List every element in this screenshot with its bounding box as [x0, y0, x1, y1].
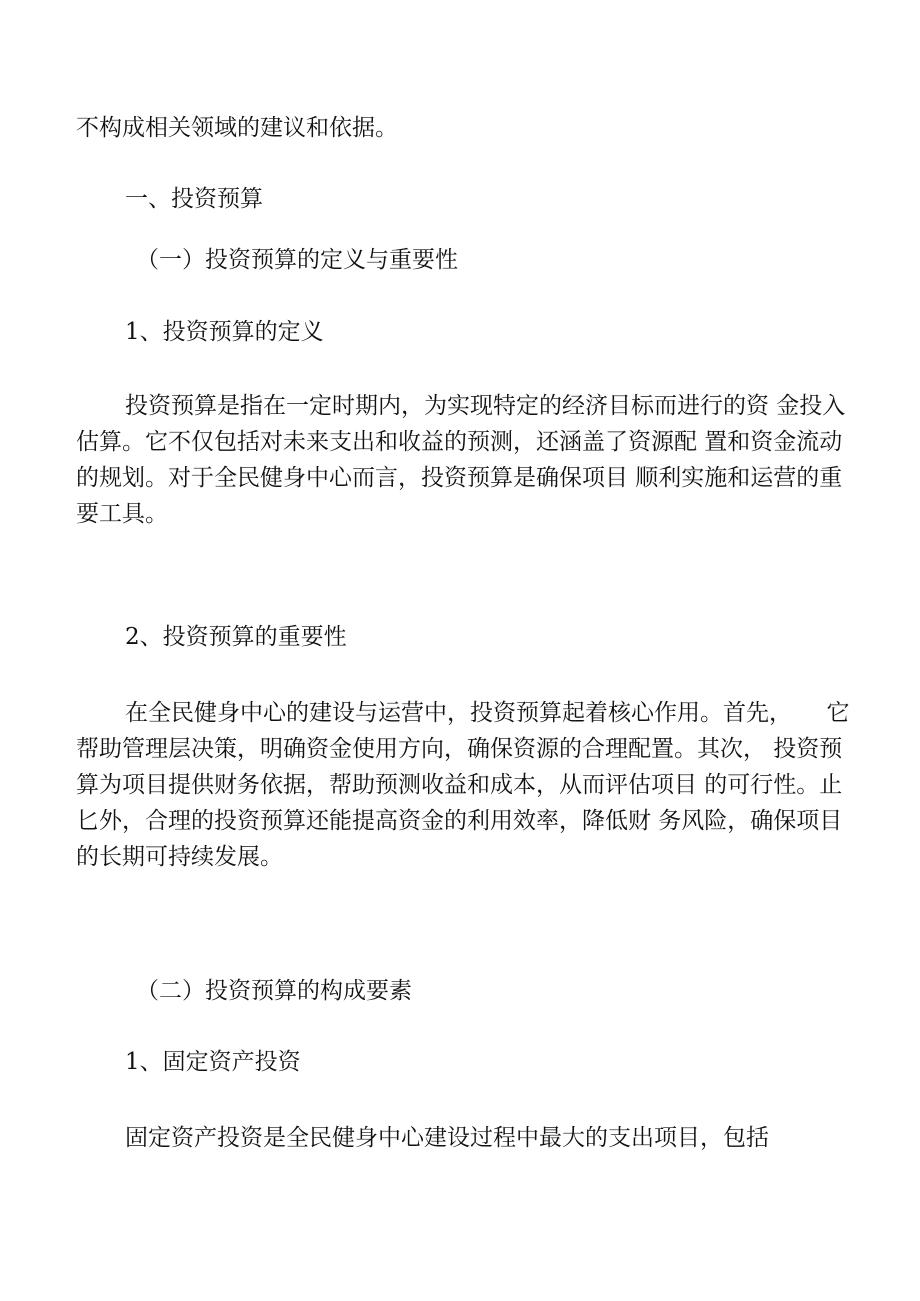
paragraph-definition: [76, 388, 846, 532]
paragraph-line: 投资预算是指在一定时期内，为实现特定的经济目标而进行的资 金投入: [125, 393, 846, 419]
item-heading: 1、固定资产投资: [125, 1049, 301, 1075]
paragraph-line: 的规划。对于全民健身中心而言，投资预算是确保项目 顺利实施和运营的重: [76, 465, 843, 491]
paragraph-line: 算为项目提供财务依据，帮助预测收益和成本，从而评估项目 的可行性。止: [76, 772, 843, 798]
paragraph-line: 要工具。: [76, 501, 168, 527]
paragraph-line: 匕外，合理的投资预算还能提高资金的利用效率，降低财 务风险，确保项目: [76, 808, 843, 834]
item-heading: 2、投资预算的重要性: [125, 624, 347, 650]
paragraph-line: 估算。它不仅包括对未来支出和收益的预测，还涵盖了资源配 置和资金流动: [76, 429, 843, 455]
paragraph-line: 帮助管理层决策，明确资金使用方向，确保资源的合理配置。其次， 投资预: [76, 736, 843, 762]
paragraph-importance: [76, 695, 850, 875]
section-heading: 一、投资预算: [125, 186, 263, 212]
paragraph-line: 在全民健身中心的建设与运营中，投资预算起着核心作用。首先， 它: [125, 700, 850, 726]
subsection-heading: （一）投资预算的定义与重要性: [136, 247, 458, 273]
body-text-line: 固定资产投资是全民健身中心建设过程中最大的支出项目，包括: [125, 1125, 769, 1151]
paragraph-line: 的长期可持续发展。: [76, 844, 283, 870]
item-heading: 1、投资预算的定义: [125, 319, 324, 345]
body-text-line: 不构成相关领域的建议和依据。: [76, 115, 398, 141]
subsection-heading: （二）投资预算的构成要素: [136, 978, 412, 1004]
